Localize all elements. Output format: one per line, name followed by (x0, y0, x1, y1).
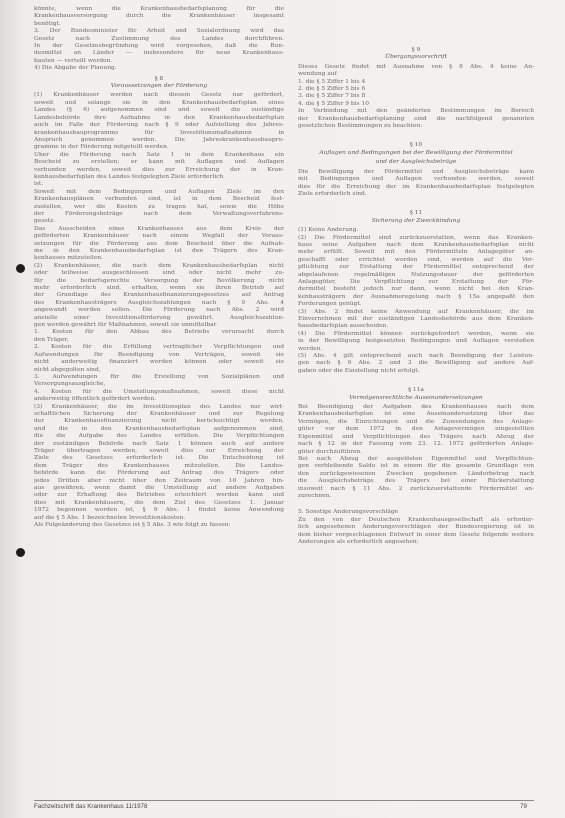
text-line: 3. Aufwendungen für die Erstellung von Sozialplänen und (34, 373, 284, 380)
text-line: Landes (§ 6) aufgenommen sind und soweit die zuständige (34, 107, 284, 114)
text-line: (4) Die Fördermittel können zurückgefordert werden, wenn sie (298, 330, 534, 337)
text-line: (3) Abs. 2 findet keine Anwendung auf Krankenhäuser, die im (298, 308, 534, 315)
text-line: (2) Die Fördermittel sind zurückzuerstatten, wenn das Kranken- (298, 234, 534, 241)
section-number: § 11 (409, 210, 423, 217)
text-line: (2) Krankenhäuser, die nach dem Krankenhausbedarfsplan nicht (34, 262, 284, 269)
text-line: Das Ausscheiden eines Krankenhauses aus dem Kreis der (34, 225, 284, 232)
text-line: me in den Krankenhausbedarfsplan ist den Trägern des Kran- (34, 248, 284, 254)
text-line: Anlagegüter, Die Verpflichtung zur Erstattung der För- (298, 278, 534, 285)
text-line: 2. Kosten für die Erfüllung vertraglicher Verpflichtungen und (34, 344, 284, 351)
text-line: insoweit nach § 11 Abs. 2 zurückzuerstattende Fördermittel an- (298, 485, 534, 492)
text-line: 4. Kosten für die Umstellungsmaßnahmen, soweit diese nicht (34, 388, 284, 395)
text-line: gen werden gewährt für Maßnahmen, soweit sie unmittelbar (34, 322, 217, 329)
section-number: § 10 (409, 142, 423, 149)
text-line: ist. (34, 181, 44, 188)
text-line: Die Bewilligung der Fördermittel und Ausgleichsbeträge kann (298, 168, 534, 175)
text-line: In der Gesetzesbegründung wird vorgesehen, daß die Bun- (34, 43, 284, 50)
section-heading: Auflagen und Bedingungen bei der Bewilligung der Fördermittel (319, 149, 513, 156)
section-number: § 11a (408, 387, 424, 394)
text-line: Ziele des Gesetzes erforderlich ist. Die Entscheidung ist (34, 455, 284, 462)
text-line: der zuständigen Behörde nach Satz 1 können auch auf andere (34, 440, 284, 447)
text-line: 5. Sonstige Änderungsvorschläge (298, 509, 399, 516)
text-line: mit Bedingungen und Auflagen verbunden werden, soweit (298, 176, 534, 183)
right-column (298, 44, 534, 546)
text-line: schaftlichen Sicherung der Krankenhäuser und zur Regelung (34, 410, 284, 417)
text-line: güter durchzuführen. (298, 448, 363, 455)
text-line: (1) Krankenhäuser werden nach diesem Gesetz nur gefördert, (34, 92, 284, 99)
text-line: soweit und solange sie in den Krankenhausbedarfsplan eines (34, 99, 284, 106)
spacer (298, 198, 534, 207)
text-line: der Krankenhausbedarfsplanung sind die nachfolgend genannten (298, 115, 534, 122)
text-line: haus seine Aufgaben nach dem Krankenhausbedarfsplan nicht (298, 241, 534, 248)
text-line: Eigenmittel und Verpflichtungen des Trägers nach Abzug der (298, 433, 534, 440)
text-line: Aufwendungen für Beendigung von Verträgen, soweit sie (34, 351, 284, 358)
text-line: (1) Keine Änderung. (298, 227, 359, 234)
text-line: dem bisher vorgeschlagenen Entwurf in einer dem Gesetz folgende weitere (298, 531, 534, 538)
text-line: Krankenhausplänen verbunden sind, ist in dem Bescheid fest- (34, 196, 284, 203)
text-line: aus gewähren, wenn damit die Umstellung auf andere Aufgaben (34, 485, 284, 491)
text-line: Krankenhausversorgung durch die Krankenhäuser insgesamt (34, 13, 284, 20)
text-line: zurechnen. (298, 492, 332, 499)
text-line: zustellen, wer die Kosten zu tragen hat, sowie die Höhe (34, 203, 284, 210)
text-line: Gesetz nach Zustimmung des Landes durchführen. (34, 35, 284, 42)
text-line: in der Bewilligung festgesetzten Bedingungen und Auflagen verstoßen (298, 338, 534, 345)
spacer (298, 130, 534, 139)
text-line: mehr erforderlich sind, erhalten, wenn sie ihren Betrieb auf (34, 285, 284, 292)
text-line: jedes Dritten aber nicht über den Zeitraum von 10 Jahren hin- (34, 477, 284, 484)
section-heading: und der Ausgleichsbeträge (375, 159, 457, 166)
text-line: dermittel besteht jedoch nur dann, wenn nicht bei den Kran- (298, 286, 534, 293)
text-line: Änderungen als erforderlich angesehen: (298, 538, 419, 545)
text-line: Vermögen, die Einrichtungen und die Zuwendungen des Anlage- (298, 418, 534, 425)
text-line: für die bedarfsgerechte Versorgung der Bevölkerung nicht (34, 277, 284, 284)
text-line: In Verbindung mit den geänderten Bestimmungen im Bereich (298, 108, 534, 115)
text-line: 1. die § 5 Ziffer 1 bis 4 (298, 78, 366, 85)
text-line: der Förderungsbeträge nach dem Verwaltungsverfahrens- (34, 210, 284, 217)
text-line: Als Folgeänderung des Gesetzes ist § 5 Abs. 3 wie folgt zu fassen: (34, 522, 231, 529)
text-line: mehr erfüllt. Soweit mit den Fördermitteln Anlagegüter an- (298, 249, 534, 256)
page-number: 79 (520, 803, 527, 810)
spacer (298, 375, 534, 384)
text-line: Ziele erforderlich sind. (298, 190, 367, 197)
text-line: kenhauses mitzuteilen. (34, 255, 103, 262)
text-line: Landesbehörde ihre Aufnahme in den Krankenhausbedarfsplan (34, 114, 284, 121)
text-line: Bei Beendigung der Aufgaben des Krankenhauses nach dem (298, 404, 534, 411)
text-line: güter vor dem 1972 in den Anlagevermögen eingestellten (298, 426, 534, 433)
text-line: gramme in der Förderung mitgeteilt werden. (34, 144, 169, 151)
text-line: nach § 12 in der Fassung vom 23. 12. 1972 geförderten Anlage- (298, 441, 534, 448)
text-line: gen verbleibende Saldo ist in einem für die gesamte Grundlage von (298, 463, 534, 470)
spacer (298, 500, 534, 509)
text-line: Krankenhausbedarfsplan ist eine Auseinandersetzung über das (298, 411, 534, 418)
section-heading: Übergangsvorschrift (385, 54, 447, 61)
text-line: kenhausträgern der Ausnahmeregelung nach § 15a angepaßt den (298, 293, 534, 300)
text-line: des Krankenhausträgers Ausgleichszahlungen nach § 9 Abs. 4 (34, 299, 284, 306)
text-line: Träger übertragen werden, soweit dies zur Erreichung der (34, 447, 284, 454)
text-line: (5) Abs. 4 gilt entsprechend auch nach Beendigung der Leistun- (298, 353, 534, 360)
section-heading: Voraussetzungen der Förderung (110, 83, 208, 90)
text-line: verbunden werden, soweit dies zur Erreichung der in Kran- (34, 166, 284, 173)
text-line: die die Aufgabe des Landes erfüllen. Die Verpflichtungen (34, 433, 284, 440)
text-line: auf die § 5 Abs. 1 bezeichneten Investitionskosten. (34, 514, 186, 521)
footer-publication: Fachzeitschrift das Krankenhaus 11/1978 (34, 803, 148, 810)
section-number: § 9 (411, 47, 421, 53)
text-line: desmittel an Länder — insbesondere für neue Krankenhaus- (34, 50, 284, 57)
text-line: 2. die § 5 Ziffer 5 bis 6 (298, 86, 366, 93)
section-heading: Sicherung der Zweckbindung (371, 217, 461, 224)
text-line: nicht abgegolten sind, (34, 366, 101, 373)
text-line: Soweit mit dem Bedingungen und Auflagen Ziele im den (34, 188, 284, 195)
text-line: geschafft oder errichtet worden sind, werden auf die Ver- (298, 256, 534, 263)
text-line: lich angesehenen Änderungsvorschlägen der Bundesregierung ist in (298, 524, 534, 531)
text-line: 3. die § 5 Ziffer 7 bis 8 (298, 93, 366, 100)
text-line: dies für die Erreichung der im Krankenhausbedarfsplan festgelegten (298, 183, 534, 190)
text-line: (3) Krankenhäuser, die im Investitionsplan des Landes nur wirt- (34, 403, 284, 410)
text-line: Bei nach Abzug der ausgelösten Eigenmittel und Verpflichtun- (298, 455, 534, 462)
text-line: dem Träger des Krankenhauses mitzuteilen. Die Landes- (34, 462, 284, 469)
text-line: bauten — verteilt werden. (34, 57, 113, 64)
text-line: Bescheid zu erstellen; er kann mit Auflagen und Auflagen (34, 159, 284, 166)
text-line: anstelle einer Investitionsförderung gewährt. Ausgleichszahlun- (34, 314, 284, 321)
text-line: werden. (298, 345, 323, 352)
text-line: gesetz. (34, 218, 56, 225)
text-line: 4) Die Abgabe der Planung. (34, 65, 117, 72)
text-line: abgelaufenen regelmäßigen Nutzungsdauer der geförderten (298, 271, 534, 278)
text-line: der Krankenhausfinanzierung nicht berücksichtigt werden, (34, 418, 284, 425)
text-line: den Träger, (34, 336, 69, 343)
text-line: den zurückgewiesenen Zwecken gegebenen Länderbetrag nach (298, 470, 534, 477)
text-line: Forderungen genügt. (298, 301, 362, 308)
text-line: dies mit Krankenhäusern, die dem Ziel des Gesetzes 1. Januar (34, 499, 284, 506)
text-line: oder teilweise ausgeschlossen sind oder nicht mehr zu- (34, 270, 284, 277)
punch-hole (16, 264, 25, 273)
punch-hole (16, 548, 25, 557)
text-line: benötigt. (34, 20, 61, 27)
text-line: die Ausgleichsbeträge des Trägers bei einer Rückerstattung (298, 478, 534, 485)
text-line: oder zur Erhaltung des Betriebes erleichtert werden kann und (34, 492, 284, 499)
text-line: krankenhausbauprogramms für Investitionsmaßnahmen in (34, 129, 284, 136)
text-line: der Grundlage des Krankenhausfinanzierungsgesetzes auf Antrag (34, 292, 284, 299)
text-line: auch im Falle der Förderung nach § 9 oder Aufstellung des Jahres- (34, 122, 284, 129)
left-column (34, 6, 284, 529)
text-line: Anspruch genommen werden. Die Jahreskrankenhausbaupro- (34, 136, 284, 143)
text-line: 1972 begonnen worden ist, § 9 Abs. 1 findet keine Anwendung (34, 507, 284, 514)
text-line: 4. die § 5 Ziffer 9 bis 10 (298, 100, 369, 107)
text-line: Zu den von der Deutschen Krankenhausgesellschaft als erforder- (298, 516, 534, 523)
text-line: könnte, wenn die Krankenhausbedarfsplanung für die (34, 6, 284, 12)
text-line: gesetzlichen Bestimmungen zu beachten: (298, 123, 423, 130)
text-line: setzungen für die Förderung aus dem Bescheid über die Aufnah- (34, 240, 284, 247)
text-line: Versorgungsausgleiche, (34, 381, 106, 388)
section-heading: Vermögensrechtliche Auseinandersetzungen (349, 394, 483, 401)
text-line: gaben oder die Einstellung nicht erfolgt. (298, 367, 420, 374)
text-line: geförderten Krankenhäuser nach einem Wegfall der Voraus- (34, 233, 284, 240)
text-line: anderweitig öffentlich gefördert werden. (34, 396, 157, 403)
text-line: Einvernehmen mit der zuständigen Landesbehörde aus dem Kranken- (298, 316, 534, 322)
text-line: Dieses Gesetz findet mit Ausnahme von § 8 Abs. 4 keine An- (298, 63, 534, 70)
text-line: gen nach § 9 Abs. 2 und 3 die Bewilligung auf andere Auf- (298, 360, 534, 367)
text-line: angewandt werden sollen. Die Förderung nach Abs. 2 wird (34, 307, 284, 314)
text-line: Über die Förderung nach Satz 1 in dem Krankenhaus ein (34, 151, 284, 158)
footer-rule (34, 800, 534, 801)
text-line: kenhausbedarfsplan des Landes festgelegten Ziele erforderlich (34, 173, 224, 180)
text-line: behörde kann die Förderung auf Antrag des Trägers oder (34, 470, 284, 477)
section-number: § 8 (154, 75, 164, 82)
text-line: nicht anderweitig finanziert werden können oder soweit sie (34, 359, 284, 366)
text-line: hausbedarfsplan ausscheiden. (298, 323, 389, 330)
text-line: 1. Kosten für den Abbau des Betriebs verursacht durch (34, 329, 284, 336)
text-line: 3. Der Bundesminister für Arbeit und Sozialordnung wird das (34, 28, 284, 35)
text-line: wendung auf (298, 71, 337, 78)
text-line: und die in den Krankenhausbedarfsplan aufgenommen sind, (34, 425, 284, 432)
text-line: pflichtung zur Erstattung der Fördermittel entsprechend der (298, 264, 534, 271)
